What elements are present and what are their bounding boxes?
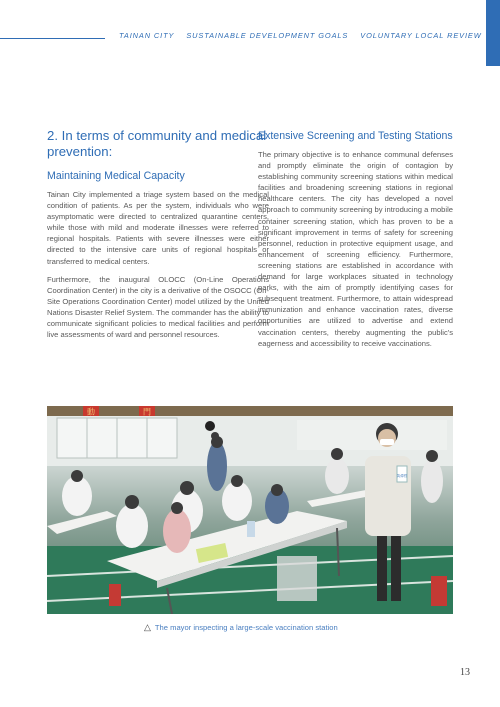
running-header <box>119 31 482 40</box>
side-tab-bar <box>486 0 500 66</box>
paragraph-screening: The primary objective is to enhance communal defenses and promptly eliminate the origin of contagion by establishing community screening stations within medical facilities and broadening screening stations in regional healthcare centers. The city has developed a novel approach to community screening by introducing a mobile container screening station, which has proven to be a significant improvement in terms of safety for screening personnel, reduction in protective equipment usage, and enhancement of screening efficiency. Furthermore, screening stations are established in accordance with demand for large workplaces situated in technology parks, with the aim of promptly identifying cases for subsequent treatment. Furthermore, to attain widespread immunization and enhance vaccination rates, diverse opportunities are utilized to advertise and extend vaccination centers, thereby augmenting the public's eagerness and accessibility to receive vaccinations. <box>258 150 453 348</box>
vaccination-station-photo <box>47 406 453 614</box>
photo-caption <box>144 622 338 633</box>
caption-text: The mayor inspecting a large-scale vaccination station <box>154 623 338 632</box>
sign-left: 動 <box>87 407 95 417</box>
section-title: 2. In terms of community and medical prevention: <box>47 128 267 159</box>
header-review: VOLUNTARY LOCAL REVIEW <box>360 31 482 40</box>
sign-right: 門 <box>143 407 151 417</box>
paragraph-triage: Tainan City implemented a triage system based on the medical condition of patients. As per the system, individuals who were asymptomatic were directed to centralized quarantine centers, while those with mild and moderate illnesses were referred to regional hospitals. Patients with severe illnesses were either directed to the intensive care units of regional hospitals or transferred to medical centers. <box>47 190 269 266</box>
header-rule <box>0 38 105 39</box>
subheading-screening: Extensive Screening and Testing Stations <box>258 130 453 142</box>
page-number: 13 <box>460 667 470 678</box>
left-column <box>47 128 269 347</box>
right-column <box>258 128 453 356</box>
header-goals: SUSTAINABLE DEVELOPMENT GOALS <box>186 31 349 40</box>
photo-illustration <box>47 406 453 614</box>
triangle-icon: △ <box>144 622 151 632</box>
header-city: TAINAN CITY <box>119 31 175 40</box>
name-tag: 黃偉哲 <box>396 474 408 478</box>
subheading-medical-capacity: Maintaining Medical Capacity <box>47 170 185 182</box>
paragraph-olocc: Furthermore, the inaugural OLOCC (On-Line Operations Coordination Center) in the city is a derivative of the OSOCC (On-Site Operations Coordination Center) model utilized by the United Nations Disaster Relief System. The commander has the ability to communicate significant policies to medical facilities and perform live assessments of ward and personnel resources. <box>47 274 269 340</box>
